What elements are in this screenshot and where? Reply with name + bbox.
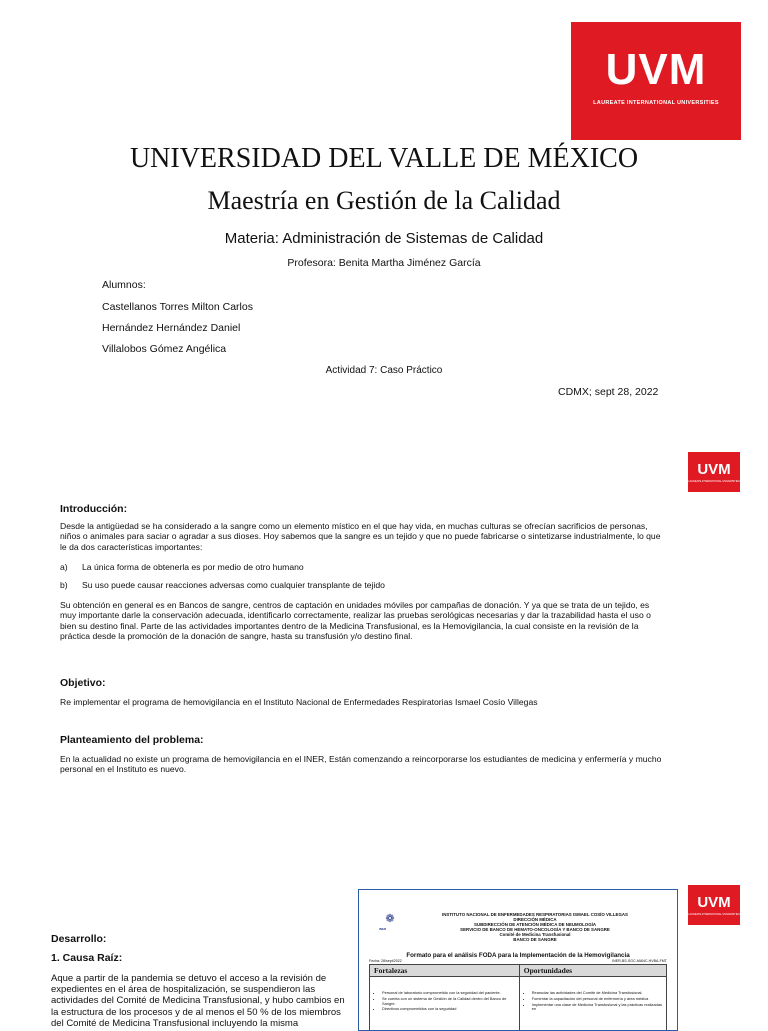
strengths-cell	[370, 977, 520, 1031]
date-line: CDMX; sept 28, 2022	[558, 386, 658, 398]
university-title: UNIVERSIDAD DEL VALLE DE MÉXICO	[0, 143, 768, 175]
institution-line: SERVICIO DE BANCO DE HEMATO-ONCOLOGÍA Y BANCO DE SANGRE	[399, 927, 671, 932]
logo-tagline: LAUREATE INTERNATIONAL UNIVERSITIES	[688, 480, 740, 483]
institution-line: SUBDIRECCIÓN DE ATENCIÓN MÉDICA DE NEUMOLOGÍA	[399, 922, 671, 927]
logo-tagline: LAUREATE INTERNATIONAL UNIVERSITIES	[571, 100, 741, 106]
activity-line: Actividad 7: Caso Práctico	[0, 365, 768, 376]
opportunities-cell	[519, 977, 666, 1031]
strengths-header: Fortalezas	[370, 965, 520, 977]
foda-date: Fecha: 28/sept/2022	[369, 959, 402, 963]
foda-table	[369, 964, 667, 1031]
institution-line: Comité de Medicina Transfusional	[399, 932, 671, 937]
objective-heading: Objetivo:	[60, 677, 106, 689]
root-cause-heading: 1. Causa Raíz:	[51, 952, 122, 964]
uvm-logo	[571, 22, 741, 140]
foda-date-row	[369, 959, 667, 963]
program-title: Maestría en Gestión de la Calidad	[0, 186, 768, 216]
logo-tagline: LAUREATE INTERNATIONAL UNIVERSITIES	[688, 913, 740, 916]
list-text: La única forma de obtenerla es por medio de otro humano	[82, 562, 304, 572]
opportunity-item: • Fomentar la capacitación del personal de enfermería y área médica	[532, 997, 662, 1002]
foda-title: Formato para el análisis FODA para la Implementación de la Hemovigilancia	[369, 952, 667, 959]
institution-line: INSTITUTO NACIONAL DE ENFERMEDADES RESPIRATORIAS ISMAEL COSÍO VILLEGAS	[399, 912, 671, 917]
subject-title: Materia: Administración de Sistemas de Calidad	[0, 230, 768, 247]
student-name: Castellanos Torres Milton Carlos	[102, 301, 253, 313]
opportunity-item: • Implementar una clase de Medicina Transfusional y las prácticas realizadas en	[532, 1003, 662, 1013]
strength-item: • Se cuenta con un sistema de Gestión de la Calidad dentro del Banco de Sangre.	[382, 997, 515, 1007]
institution-header	[399, 912, 671, 943]
iner-emblem-icon: ❁	[383, 912, 397, 926]
uvm-logo-small	[688, 885, 740, 925]
foda-document-image	[358, 889, 678, 1031]
opportunities-header: Oportunidades	[519, 965, 666, 977]
root-cause-text: Aque a partir de la pandemia se detuvo el acceso a la revisión de expedientes en el área de hospitalización, se suspendieron las actividades del Comité de Medicina Transfusional, y hubo cambios en la estructura de los procesos y de al menos el 50 % de los miembros del Comité de Medicina Transfusional incluyendo la misma	[51, 973, 351, 1029]
logo-text: UVM	[571, 48, 741, 92]
list-item	[60, 562, 304, 572]
list-text: Su uso puede causar reacciones adversas como cualquier transplante de tejido	[82, 580, 385, 590]
list-item	[60, 580, 385, 590]
problem-heading: Planteamiento del problema:	[60, 734, 204, 746]
list-marker: b)	[60, 580, 82, 590]
objective-text: Re implementar el programa de hemovigilancia en el Instituto Nacional de Enfermedades Respiratorias Ismael Cosío Villegas	[60, 697, 665, 707]
iner-emblem-label: INER	[379, 927, 386, 931]
intro-heading: Introducción:	[60, 503, 127, 515]
foda-code: INER-BS-SGC-MANC-HVBA-FMT	[612, 959, 667, 963]
student-name: Hernández Hernández Daniel	[102, 322, 240, 334]
strength-item: • Personal de laboratorio comprometido con la seguridad del paciente.	[382, 991, 515, 996]
list-marker: a)	[60, 562, 82, 572]
students-label: Alumnos:	[102, 279, 146, 291]
uvm-logo-small	[688, 452, 740, 492]
professor-line: Profesora: Benita Martha Jiménez García	[0, 257, 768, 269]
institution-line: BANCO DE SANGRE	[399, 937, 671, 942]
institution-line: DIRECCIÓN MÉDICA	[399, 917, 671, 922]
intro-paragraph-2: Su obtención en general es en Bancos de sangre, centros de captación en unidades móviles por campañas de donación. Y ya que se trata de un tejido, es muy importante darle la conservación adecuada, identificarlo correctamente, realizar las pruebas serológicas necesarias y dar la trazabilidad hasta el uso o bien su destino final. Parte de las actividades importantes dentro de la Medicina Transfusional, es la Hemovigilancia, la cual consiste en la revisión de la práctica desde la promoción de la donación de sangre, hasta su transfusión y/o destino final.	[60, 600, 665, 642]
problem-text: En la actualidad no existe un programa de hemovigilancia en el INER, Están comenzando a reincorporarse los estudiantes de medicina y enfermería y mucho personal en el Instituto es nuevo.	[60, 754, 665, 775]
logo-text: UVM	[688, 462, 740, 477]
student-name: Villalobos Gómez Angélica	[102, 343, 226, 355]
intro-paragraph: Desde la antigüedad se ha considerado a la sangre como un elemento místico en el que hay vida, en muchas culturas se ofrecían sacrificios de personas, niños o animales para saciar o agradar a sus dioses. Hoy sabemos que la sangre es un tejido y que no puede fabricarse o sintetizarse industrialmente, lo que le da dos características importantes:	[60, 521, 665, 552]
strength-item: • Directivos comprometidos con la seguridad	[382, 1007, 515, 1012]
development-heading: Desarrollo:	[51, 933, 106, 945]
opportunity-item: • Reanudar las actividades del Comité de Medicina Transfusional.	[532, 991, 662, 996]
logo-text: UVM	[688, 895, 740, 910]
